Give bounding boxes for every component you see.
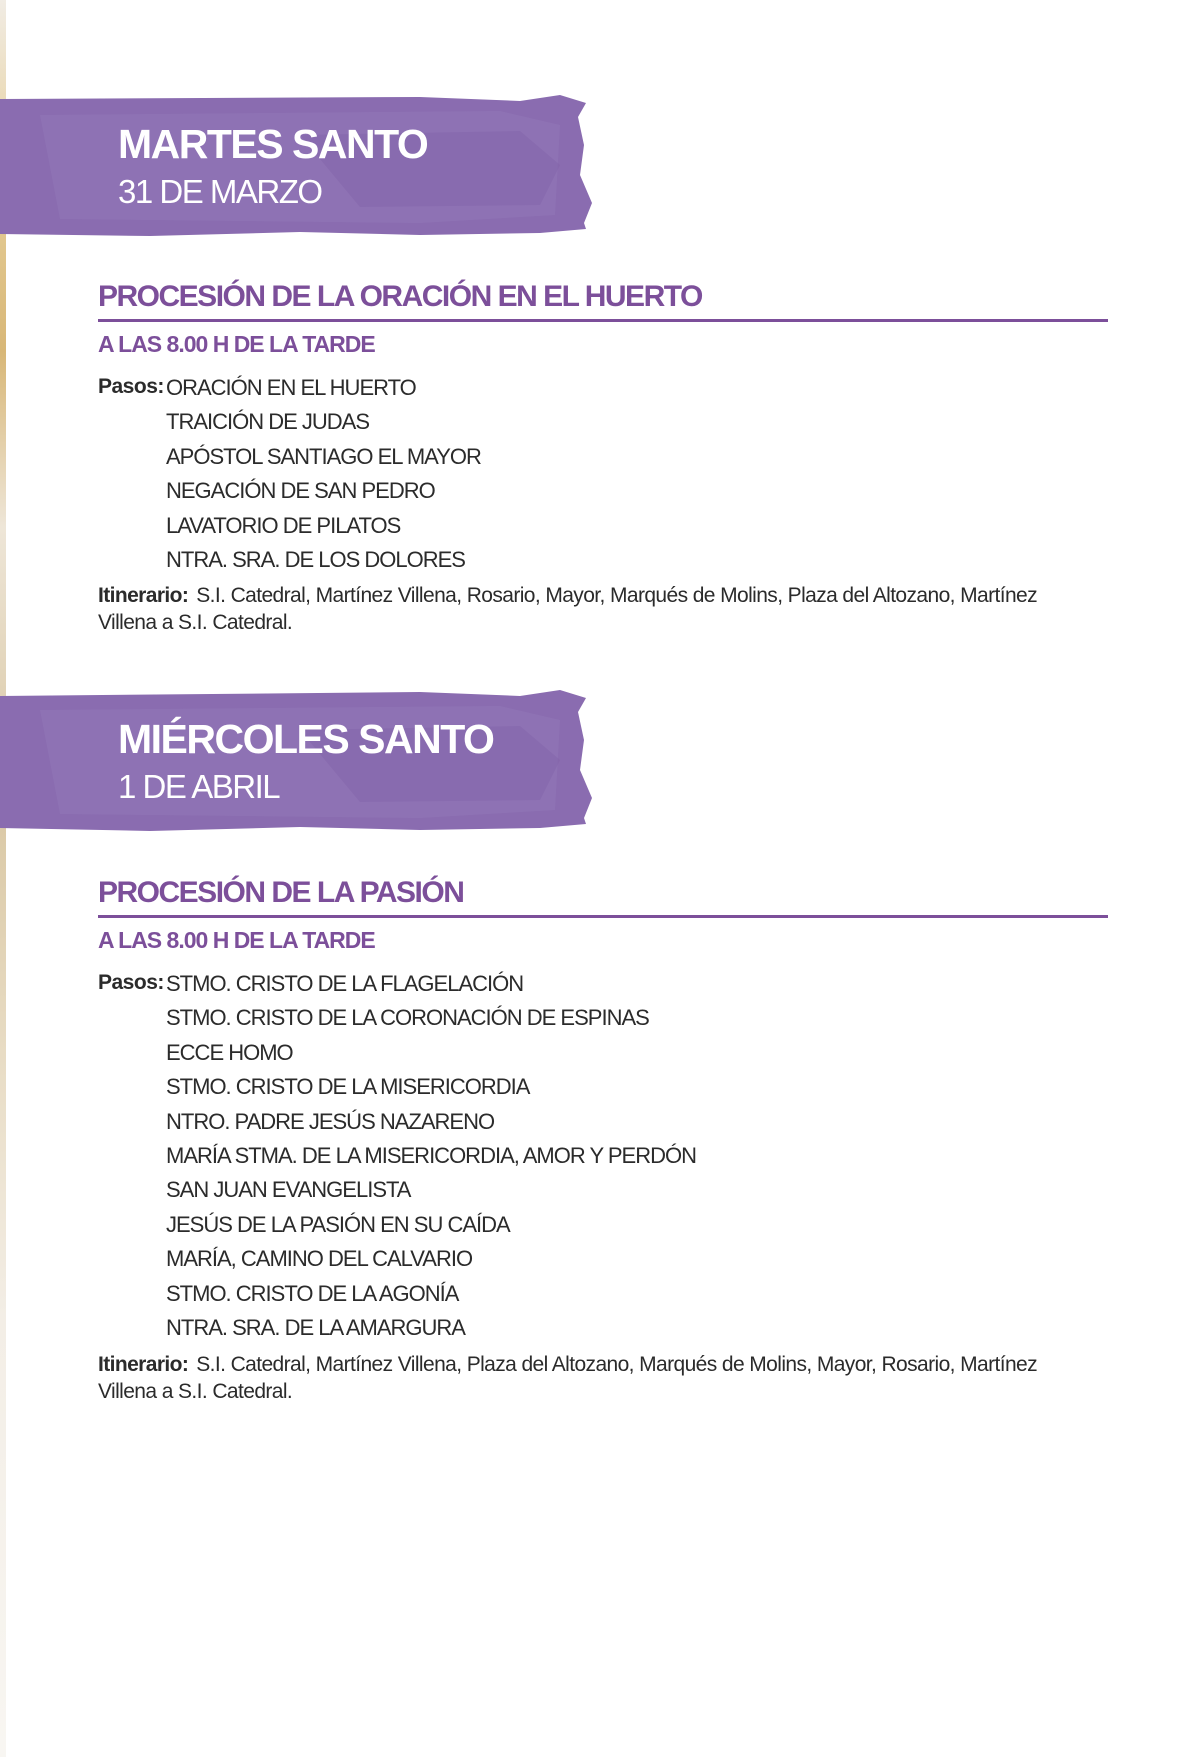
paso-item: ECCE HOMO	[166, 1039, 293, 1065]
itinerario-route: S.I. Catedral, Martínez Villena, Rosario, Mayor, Marqués de Molins, Plaza del Altozano, Martínez Villena a S.I. Catedral.	[98, 584, 1038, 634]
paso-item: APÓSTOL SANTIAGO EL MAYOR	[166, 443, 481, 469]
itinerario	[98, 582, 1098, 636]
procession-title: PROCESIÓN DE LA PASIÓN	[98, 876, 464, 909]
paso-item: LAVATORIO DE PILATOS	[166, 512, 401, 538]
pasos-label: Pasos:	[98, 375, 164, 398]
pasos-list	[166, 967, 696, 1345]
paso-item: STMO. CRISTO DE LA MISERICORDIA	[166, 1074, 530, 1100]
paso-item: SAN JUAN EVANGELISTA	[166, 1177, 411, 1203]
paso-item: NTRA. SRA. DE LA AMARGURA	[166, 1314, 465, 1340]
paso-item: NTRA. SRA. DE LOS DOLORES	[166, 546, 465, 572]
paso-item: STMO. CRISTO DE LA FLAGELACIÓN	[166, 971, 524, 996]
pasos-list	[166, 371, 481, 577]
paso-item: NTRO. PADRE JESÚS NAZARENO	[166, 1108, 495, 1134]
procession-time: A LAS 8.00 H DE LA TARDE	[98, 927, 375, 953]
paso-item: ORACIÓN EN EL HUERTO	[166, 375, 416, 400]
procession-time: A LAS 8.00 H DE LA TARDE	[98, 331, 375, 357]
day-title: MARTES SANTO	[118, 121, 428, 167]
paso-item: STMO. CRISTO DE LA AGONÍA	[166, 1280, 459, 1306]
title-underline	[98, 915, 1108, 918]
paso-item: STMO. CRISTO DE LA CORONACIÓN DE ESPINAS	[166, 1005, 649, 1031]
day-date: 31 DE MARZO	[118, 173, 322, 210]
day-banner-miercoles	[0, 690, 600, 832]
itinerario-route: S.I. Catedral, Martínez Villena, Plaza del Altozano, Marqués de Molins, Mayor, Rosario, Martínez Villena a S.I. Catedral.	[98, 1353, 1038, 1403]
page-edge-decoration	[0, 0, 6, 1757]
itinerario-label: Itinerario:	[98, 584, 189, 607]
paso-item: MARÍA, CAMINO DEL CALVARIO	[166, 1246, 473, 1272]
paso-item: NEGACIÓN DE SAN PEDRO	[166, 478, 435, 504]
procession-title: PROCESIÓN DE LA ORACIÓN EN EL HUERTO	[98, 280, 702, 313]
paso-item: TRAICIÓN DE JUDAS	[166, 409, 370, 435]
day-date: 1 DE ABRIL	[118, 768, 280, 805]
paso-item: JESÚS DE LA PASIÓN EN SU CAÍDA	[166, 1211, 510, 1237]
day-banner-martes	[0, 95, 600, 237]
title-underline	[98, 319, 1108, 322]
itinerario	[98, 1351, 1098, 1405]
paso-item: MARÍA STMA. DE LA MISERICORDIA, AMOR Y PERDÓN	[166, 1142, 696, 1168]
pasos-label: Pasos:	[98, 971, 164, 994]
day-title: MIÉRCOLES SANTO	[118, 716, 494, 762]
itinerario-label: Itinerario:	[98, 1353, 189, 1376]
